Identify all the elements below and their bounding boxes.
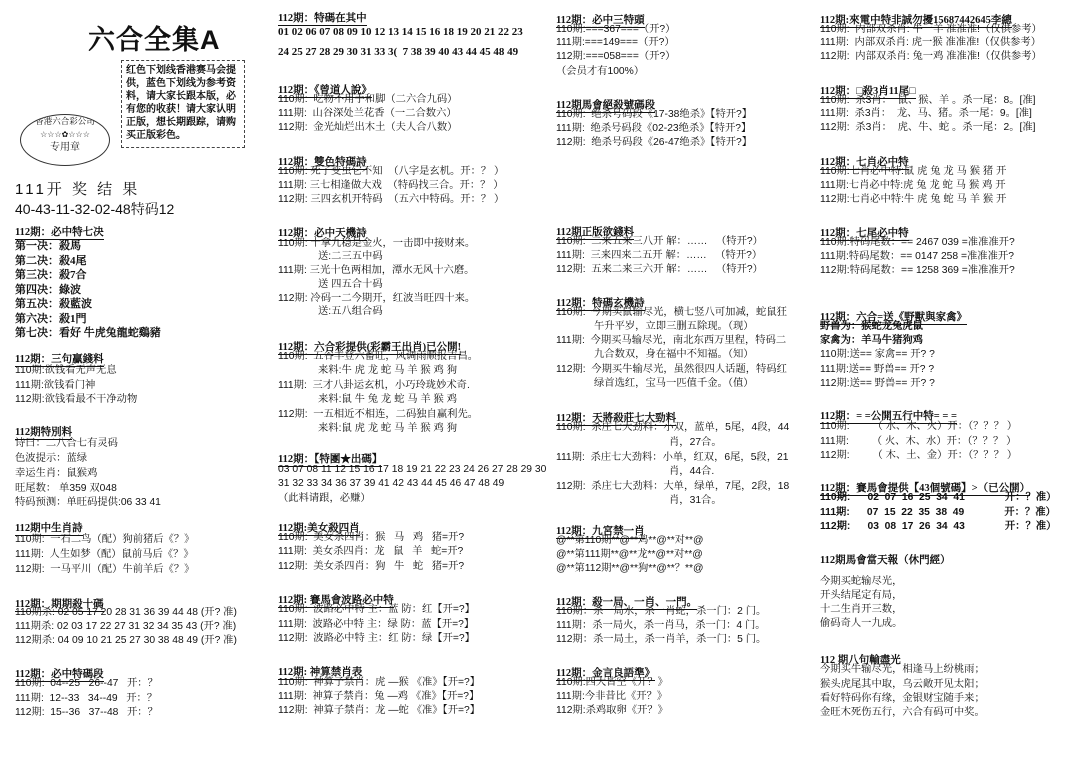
section-line: 112期: 今期买牛输尽光，虽然很四人话题，特码红 [556,364,787,375]
section-line: 112期: 美女杀四肖：狗 牛 蛇 猪=开? [278,561,465,572]
section-line: 111期: 三才八卦运玄机，小巧玲珑妙术奇. [278,380,470,391]
section-line: 第四决：綠波 [15,283,81,296]
section-line: 午升平岁，立即三删五除现。（现） [594,321,754,332]
section-heading: 112期馬會絕殺號碼段 [556,100,656,111]
section-line: 110期:四大皆空《开？》 [556,677,668,688]
stamp-arc-text: 香港六合彩公司 [35,116,95,126]
section-line: 开头结尾定有局， [820,590,903,601]
section-line: 来料:牛 虎 龙 蛇 马 羊 猴 鸡 狗 [318,365,458,376]
section-line: 今期买蛇输尽光， [820,576,903,587]
section-line: （此料请跟，必赚） [278,493,371,504]
section-line: 111期: 绝杀号码段《02-23绝杀》【特开?】 [556,123,752,134]
section-line: 第五决：殺藍波 [15,298,92,310]
section-line: 111期杀: 02 03 17 22 27 31 32 34 35 43 (开? 准) [15,621,237,632]
section-line: 111期: 三来四来二五开 解：…… （特开?） [556,250,763,261]
section-line: 家禽为：羊马牛猪狗鸡 [820,335,923,346]
section-heading: 112期：特碼在其中 [278,13,367,24]
section-line: 24 25 27 28 29 30 31 33 3( 7 38 39 40 43 44 45 48 49 [278,46,519,58]
section-line: 送:五八组合码 [318,306,383,317]
section-line: 111期: 三光十色两相加，潭水无风十六磨。 [278,265,475,276]
section-line: 111期: （ 火、木、水）开：（？？？ ） [820,436,1017,447]
section-line: 来料:鼠 虎 龙 蛇 马 羊 猴 鸡 狗 [318,423,458,434]
section-line: 111期: 杀3肖： 龙、马、猪。杀一尾：9。[准] [820,108,1032,119]
section-line: 110期: 十拿九稳是金火，一击即中接财来。 [278,238,476,249]
section-heading: 112期：七尾必中特 [820,228,909,239]
section-line: 110期: 02 07 16 25 34 41 开：？准） [820,492,1057,503]
stamp-seal-text: 专用章 [50,142,80,153]
section-line: @**第111期**@**龙**@**对**@ [556,549,703,560]
section-line: 110期: 杀3肖： 鼠、猴、羊 。杀一尾：8。[准] [820,95,1036,106]
section-heading: 112期：七肖必中特 [820,157,909,168]
section-line: 112期: （ 木、土、金）开：（？？？ ） [820,450,1018,461]
section-heading: 112期:美女殺四肖 [278,523,360,534]
section-line: 112期杀: 04 09 10 21 25 27 30 38 48 49 (开? 准) [15,635,237,646]
section-line: 111期: 三七相逢做大戏 （特码找三合。开：？ ） [278,180,504,191]
stamp-stars: ☆☆☆✿☆☆☆ [40,130,90,139]
company-stamp [20,114,110,166]
section-line: （会员才有100%） [556,66,645,77]
section-line: 112期: 杀庄七大劲料：大单，绿单，7尾，2段，18 [556,481,790,492]
section-heading: 112期：殺一局、一肖、一門。 [556,597,698,608]
section-line: 来料:鼠 牛 兔 龙 蛇 马 羊 猴 鸡 [318,394,458,405]
section-line: 肖，27合。 [669,437,722,448]
section-heading: 112期：雙色特碼詩 [278,157,367,168]
section-line: 绿首选红，宝马一匹值千金。（值） [594,378,754,389]
section-heading: 112期：必中天機詩 [278,228,367,239]
section-line: @**第112期**@**狗**@**？**@ [556,563,704,574]
section-line: 第七决：看好 牛虎兔龍蛇鷄豬 [15,327,161,339]
section-line: 112期: 15--36 37--48 开：？ [15,707,158,718]
section-heading: 112期特別料 [15,427,73,438]
section-line: 111期: 今期买马输尽光，南北东西万里程，特码二 [556,335,787,346]
section-heading: 112期馬會當天報（休門經） [820,555,951,566]
section-line: 特码预测：单旺码提供:06 33 41 [15,497,161,508]
section-line: 111期:特码尾数：== 0147 258 =准准准开? [820,251,1014,262]
section-line: 110期:七肖必中特:鼠 虎 兔 龙 马 猴 猪 开 [820,166,1007,177]
section-line: 111期: 波路必中特 主：绿 防：蓝【开=?】 [278,619,475,630]
notice-box: 红色下划线香港赛马会提供，蓝色下划线为参考资料，请大家长跟本版，必有您的收获！请大家认明正版，想长期跟踪，请购买正版彩色。 [121,60,245,148]
section-line: 第六决：殺1門 [15,312,87,325]
section-line: 送 四五合十码 [318,279,383,290]
section-line: 110期: 杀庄七大劲料：小双，蓝单，5尾，4段，44 [556,422,790,433]
section-line: 诗曰：二八合七有灵码 [15,438,118,449]
section-line: 今期买牛输尽光，相逢马上纷桃雨； [820,664,985,675]
section-line: 第二决：殺4尾 [15,254,87,267]
section-heading: 112 期八句輸盡光 [820,655,901,666]
section-line: 110期:===367===（开?） [556,24,676,35]
section-line: 110期:欲钱看无声无息 [15,365,117,376]
section-line: 112期: 冷码一二今期开，红波当旺四十来。 [278,293,476,304]
section-heading: 112期：《曾道人說》 [278,85,372,96]
section-line: 110期: 二来五来三八开 解：…… （特开?） [556,236,763,247]
section-heading: 112期：□殺3肖11尾□ [820,86,916,97]
section-line: 111期:欲钱看门神 [15,380,96,391]
section-line: 112期: 三四玄机开特码 （五六中特码。开：？ ） [278,194,505,205]
section-line: 110期: 波路必中特 主：蓝 防：红【开=?】 [278,604,475,615]
section-line: 110期: 美女杀四肖：猴 马 鸡 猪=开? [278,532,465,543]
section-line: 幸运生肖：鼠猴鸡 [15,468,98,479]
section-line: 110期: 内部双杀肖: 牛一羊 准准准!（仅供参考） [820,24,1042,35]
section-line: 肖，44合. [669,466,715,477]
section-line: 111期:七肖必中特:虎 兔 龙 蛇 马 猴 鸡 开 [820,180,1006,191]
section-line: 112期: 金光灿烂出木土（夫人合八数） [278,122,458,133]
section-line: 111期: 神算子禁肖：兔 —鸡 《准》【开=?】 [278,691,480,702]
section-heading: 112期: 賽馬會波路必中特 [278,595,394,606]
section-line: 110期: 吃物不用手和脚（二六合九码） [278,94,458,105]
section-heading: 112期：九宮禁一肖 [556,526,645,537]
section-heading: 112期:來電中特非誠勿擾15687442645李總 [820,15,1012,26]
section-line: 猴头虎尾其中取，乌云敞开见太阳； [820,679,985,690]
section-line: 看好特码你有缘，金银财宝随手来； [820,693,985,704]
section-line: 110期: 04--25 26--47 开：？ [15,678,158,689]
section-line: 112期: 杀3肖： 虎、牛、蛇 。杀一尾：2。[准] [820,122,1036,133]
section-heading: 112期中生肖詩 [15,523,83,534]
section-line: 112期: 一马平川（配）牛前羊后《？》 [15,564,195,575]
section-line: 111期:送== 野兽== 开? ? [820,364,935,375]
section-line: 110期: 神算子禁肖：虎 —猴 《准》【开=?】 [278,677,481,688]
section-line: @**第110期**@**鸡**@**对**@ [556,535,704,546]
section-line: 第三决：殺7合 [15,269,87,281]
section-line: 112期: 波路必中特 主：红 防：绿【开=?】 [278,633,475,644]
section-heading: 112期：天將殺莊七大勁料 [556,413,677,424]
section-line: 112期:欲钱看最不干净动物 [15,394,138,405]
section-line: 01 02 06 07 08 09 10 12 13 14 15 16 18 19 20 21 22 23 [278,26,523,38]
section-line: 112期: 神算子禁肖：龙 —蛇 《准》【开=?】 [278,705,481,716]
section-line: 110期: 死了变虫它不知 （八字是玄机。开：？ ） [278,166,505,177]
section-line: 九合数双，身在福中不知福。（知） [594,349,754,360]
section-heading: 112期：必中特七决 [15,227,104,238]
section-line: 111期: 内部双杀肖: 虎一猴 准准准!（仅供参考） [820,37,1042,48]
section-heading: 112期：特碼玄機詩 [556,298,645,309]
section-heading: 112期：六合彩提供(彩霸王出肖)已公開! [278,342,462,353]
section-line: 111期：杀一局火，杀一肖马，杀一门：4 门。 [556,620,766,631]
section-heading: 112期: 神算禁肖表 [278,667,363,678]
section-line: 31 32 33 34 36 37 39 41 42 43 44 45 46 47 48 49 [278,478,505,489]
section-line: 111期: 美女杀四肖：龙 鼠 羊 蛇=开? [278,546,464,557]
section-line: 112期: 五来二来三六开 解：…… （特开?） [556,264,763,275]
section-heading: 112期：必中特碼段 [15,669,104,680]
draw-result-title: 111开 奖 结 果 [15,181,141,198]
section-line: 111期: 12--33 34--49 开：？ [15,693,158,704]
section-line: 111期: 人生如梦（配）鼠前马后《？》 [15,549,194,560]
section-line: 112期：杀一局土，杀一肖羊，杀一门：5 门。 [556,634,767,645]
section-heading: 112期：= =公開五行中特= = = [820,411,957,422]
section-heading: 112期：金言良語準》 [556,668,656,679]
page-title: 六合全集A [88,25,221,55]
section-line: 野兽为：猴蛇龙兔虎鼠 [820,321,923,332]
section-heading: 112期：期期殺十碼 [15,599,104,610]
section-line: 110期: （ 水、木、火）开：（？？？ ） [820,421,1018,432]
section-line: 112期:杀鸡取卵《开？》 [556,705,668,716]
section-line: 110期：杀一局水，杀一肖蛇，杀一门：2 门。 [556,606,767,617]
section-line: 第一决：殺馬 [15,240,81,252]
section-heading: 112期：三句贏錢料 [15,354,104,365]
section-line: 112期: 03 08 17 26 34 43 开：？准） [820,521,1057,532]
draw-result-numbers: 40-43-11-32-02-48特码12 [15,201,175,217]
section-line: 112期:===058===（开?） [556,51,676,62]
section-line: 110期: 一石二鸟（配）狗前猪后《？》 [15,534,195,545]
section-heading: 112期正版欲錢料 [556,227,635,238]
section-line: 肖，31合。 [669,495,722,506]
section-line: 110期:送== 家禽== 开? ? [820,349,935,360]
section-line: 偷码奇人一九成。 [820,618,903,629]
section-line: 111期: 07 15 22 35 38 49 开：？准） [820,507,1056,518]
section-line: 112期:送== 野兽== 开? ? [820,378,935,389]
section-line: 110期: 今期买鼠输尽光，横七竖八可加减，蛇鼠狂 [556,307,787,318]
section-line: 112期:七肖必中特:牛 虎 兔 蛇 马 羊 猴 开 [820,194,1007,205]
section-line: 111期: 杀庄七大劲料：小单，红双，6尾，5段，21 [556,452,789,463]
section-line: 十二生肖开三数， [820,604,903,615]
section-line: 送:二三五中码 [318,251,383,262]
section-line: 金旺木死伤五行，六合有码可中奖。 [820,707,985,718]
section-line: 111期: 山谷深处兰花香（一二合数六） [278,108,457,119]
section-line: 110期杀: 02 05 17 20 28 31 36 39 44 48 (开? 准) [15,607,237,618]
section-line: 110期:特码尾数：== 2467 039 =准准准开? [820,237,1015,248]
section-line: 112期: 内部双杀肖: 兔一鸡 准准准!（仅供参考） [820,51,1042,62]
section-line: 110期: 绝杀号码段《17-38绝杀》【特开?】 [556,109,753,120]
section-line: 旺尾数： 单359 双048 [15,483,117,494]
section-line: 111期:今非昔比《开？》 [556,691,668,702]
section-line: 112期:特码尾数：== 1258 369 =准准准开? [820,265,1015,276]
section-heading: 112期：【特團★出碼】 [278,454,383,465]
section-line: 112期: 绝杀号码段《26-47绝杀》【特开?】 [556,137,753,148]
section-line: 112期: 一五相近不相连，二码独自赢利先。 [278,409,479,420]
section-heading: 112期：賽馬會提供【43個號碼】>（已公開） [820,483,1031,494]
section-heading: 112期：六合=送《野獸與家禽》 [820,312,968,323]
section-line: 色波提示：蓝绿 [15,453,88,464]
section-heading: 112期：必中三特頭 [556,15,645,26]
section-line: 03 07 08 11 12 15 16 17 18 19 21 22 23 24 26 27 28 29 30 [278,464,547,475]
section-line: 110期: 五谷丰登六畜旺，风调雨顺报吉昌。 [278,351,479,362]
section-line: 111期:===149===（开?） [556,37,675,48]
